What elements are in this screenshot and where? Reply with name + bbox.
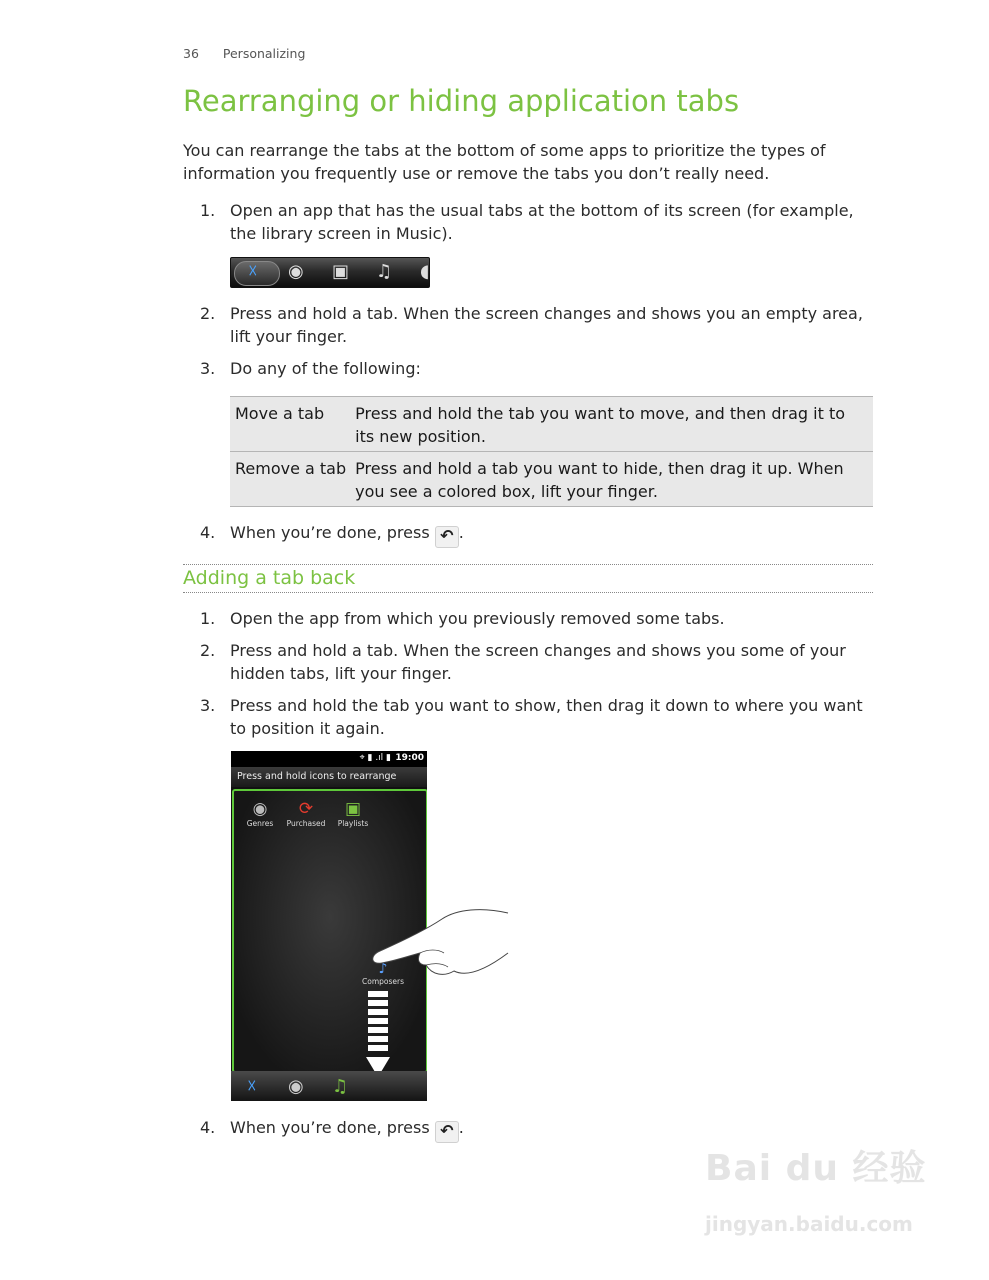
- step-text-after: .: [458, 1118, 464, 1137]
- step-text: [230, 1116, 870, 1143]
- step-text: Press and hold the tab you want to show, then drag it down to where you want to position it again.: [230, 696, 863, 738]
- more-tab-icon: ◖: [420, 261, 430, 282]
- playlists-icon: ▣: [344, 799, 362, 819]
- option-description: Press and hold a tab you want to hide, then drag it up. When you see a colored box, lift your finger.: [350, 452, 873, 507]
- step-text: Press and hold a tab. When the screen changes and shows you an empty area, lift your finger.: [230, 304, 863, 346]
- step-text-before: When you’re done, press: [230, 1118, 430, 1137]
- section-divider-top: [183, 564, 873, 565]
- finger-hand-icon: [362, 905, 510, 985]
- artists-icon[interactable]: ☓: [247, 1076, 257, 1097]
- section-name: Personalizing: [222, 46, 306, 61]
- page-header: [183, 46, 305, 61]
- section-divider-bottom: [183, 592, 873, 593]
- step-1: [200, 199, 870, 245]
- songs-icon[interactable]: ♫: [332, 1076, 349, 1097]
- hidden-tab-genres[interactable]: [235, 799, 285, 828]
- step-number: 3.: [200, 696, 216, 715]
- tab-label: Purchased: [286, 819, 326, 828]
- status-bar: [231, 751, 427, 767]
- step-text: Do any of the following:: [230, 359, 421, 378]
- watermark-logo: Bai du 经验: [705, 1148, 927, 1189]
- tab-label: Playlists: [337, 819, 369, 828]
- step-2: [200, 302, 870, 348]
- step-number: 4.: [200, 523, 216, 542]
- step-number: 1.: [200, 201, 216, 220]
- option-description: Press and hold the tab you want to move, and then drag it to its new position.: [350, 397, 873, 452]
- genres-icon: ◉: [252, 799, 268, 819]
- sub-step-1: [200, 607, 870, 630]
- step-text: [230, 521, 870, 548]
- option-action: Move a tab: [230, 397, 350, 452]
- step-text-after: .: [458, 523, 464, 542]
- back-arrow-icon: ↶: [435, 526, 459, 548]
- subsection-title: Adding a tab back: [183, 567, 356, 589]
- music-tab-bar-image: [230, 257, 430, 288]
- page-title: Rearranging or hiding application tabs: [183, 84, 740, 118]
- artists-icon: ☓: [248, 261, 258, 282]
- page-number: 36: [183, 46, 199, 61]
- step-text-before: When you’re done, press: [230, 523, 430, 542]
- step-number: 1.: [200, 609, 216, 628]
- hidden-tab-purchased[interactable]: [281, 799, 331, 828]
- tab-label: Composers: [362, 977, 404, 986]
- phone-tab-bar: [231, 1071, 427, 1101]
- back-arrow-icon: ↶: [435, 1121, 459, 1143]
- tab-label: Genres: [246, 819, 274, 828]
- albums-icon: ◉: [288, 261, 304, 282]
- intro-paragraph: You can rearrange the tabs at the bottom of some apps to prioritize the types of information you frequently use or remove the tabs you don’t really need.: [183, 141, 826, 183]
- step-3: [200, 357, 870, 380]
- step-number: 2.: [200, 304, 216, 323]
- hidden-tab-playlists[interactable]: [328, 799, 378, 828]
- sub-step-4: [200, 1116, 870, 1143]
- watermark-url: jingyan.baidu.com: [705, 1212, 913, 1236]
- albums-icon[interactable]: ◉: [288, 1076, 304, 1097]
- step-number: 2.: [200, 641, 216, 660]
- step-text: Open an app that has the usual tabs at the bottom of its screen (for example, the library screen in Music).: [230, 201, 854, 243]
- sub-step-2: [200, 639, 870, 685]
- table-row: [230, 397, 873, 452]
- composers-icon: ♪: [378, 961, 388, 977]
- options-table: [230, 396, 873, 507]
- sub-step-3: [200, 694, 870, 740]
- table-row: [230, 452, 873, 507]
- step-text: Open the app from which you previously removed some tabs.: [230, 609, 725, 628]
- step-text: Press and hold a tab. When the screen changes and shows you some of your hidden tabs, lift your finger.: [230, 641, 846, 683]
- playlists-icon: ▣: [332, 261, 350, 282]
- step-number: 3.: [200, 359, 216, 378]
- option-action: Remove a tab: [230, 452, 350, 507]
- purchased-icon: ⟳: [298, 799, 314, 819]
- songs-icon: ♫: [376, 261, 393, 282]
- status-time: 19:00: [395, 753, 424, 763]
- rearrange-title-bar: Press and hold icons to rearrange: [231, 767, 427, 787]
- signal-icon: ⌖ ▮ .ıl ▮: [359, 753, 391, 763]
- drag-arrow-stripes: [368, 991, 388, 1054]
- step-4: [200, 521, 870, 548]
- step-number: 4.: [200, 1118, 216, 1137]
